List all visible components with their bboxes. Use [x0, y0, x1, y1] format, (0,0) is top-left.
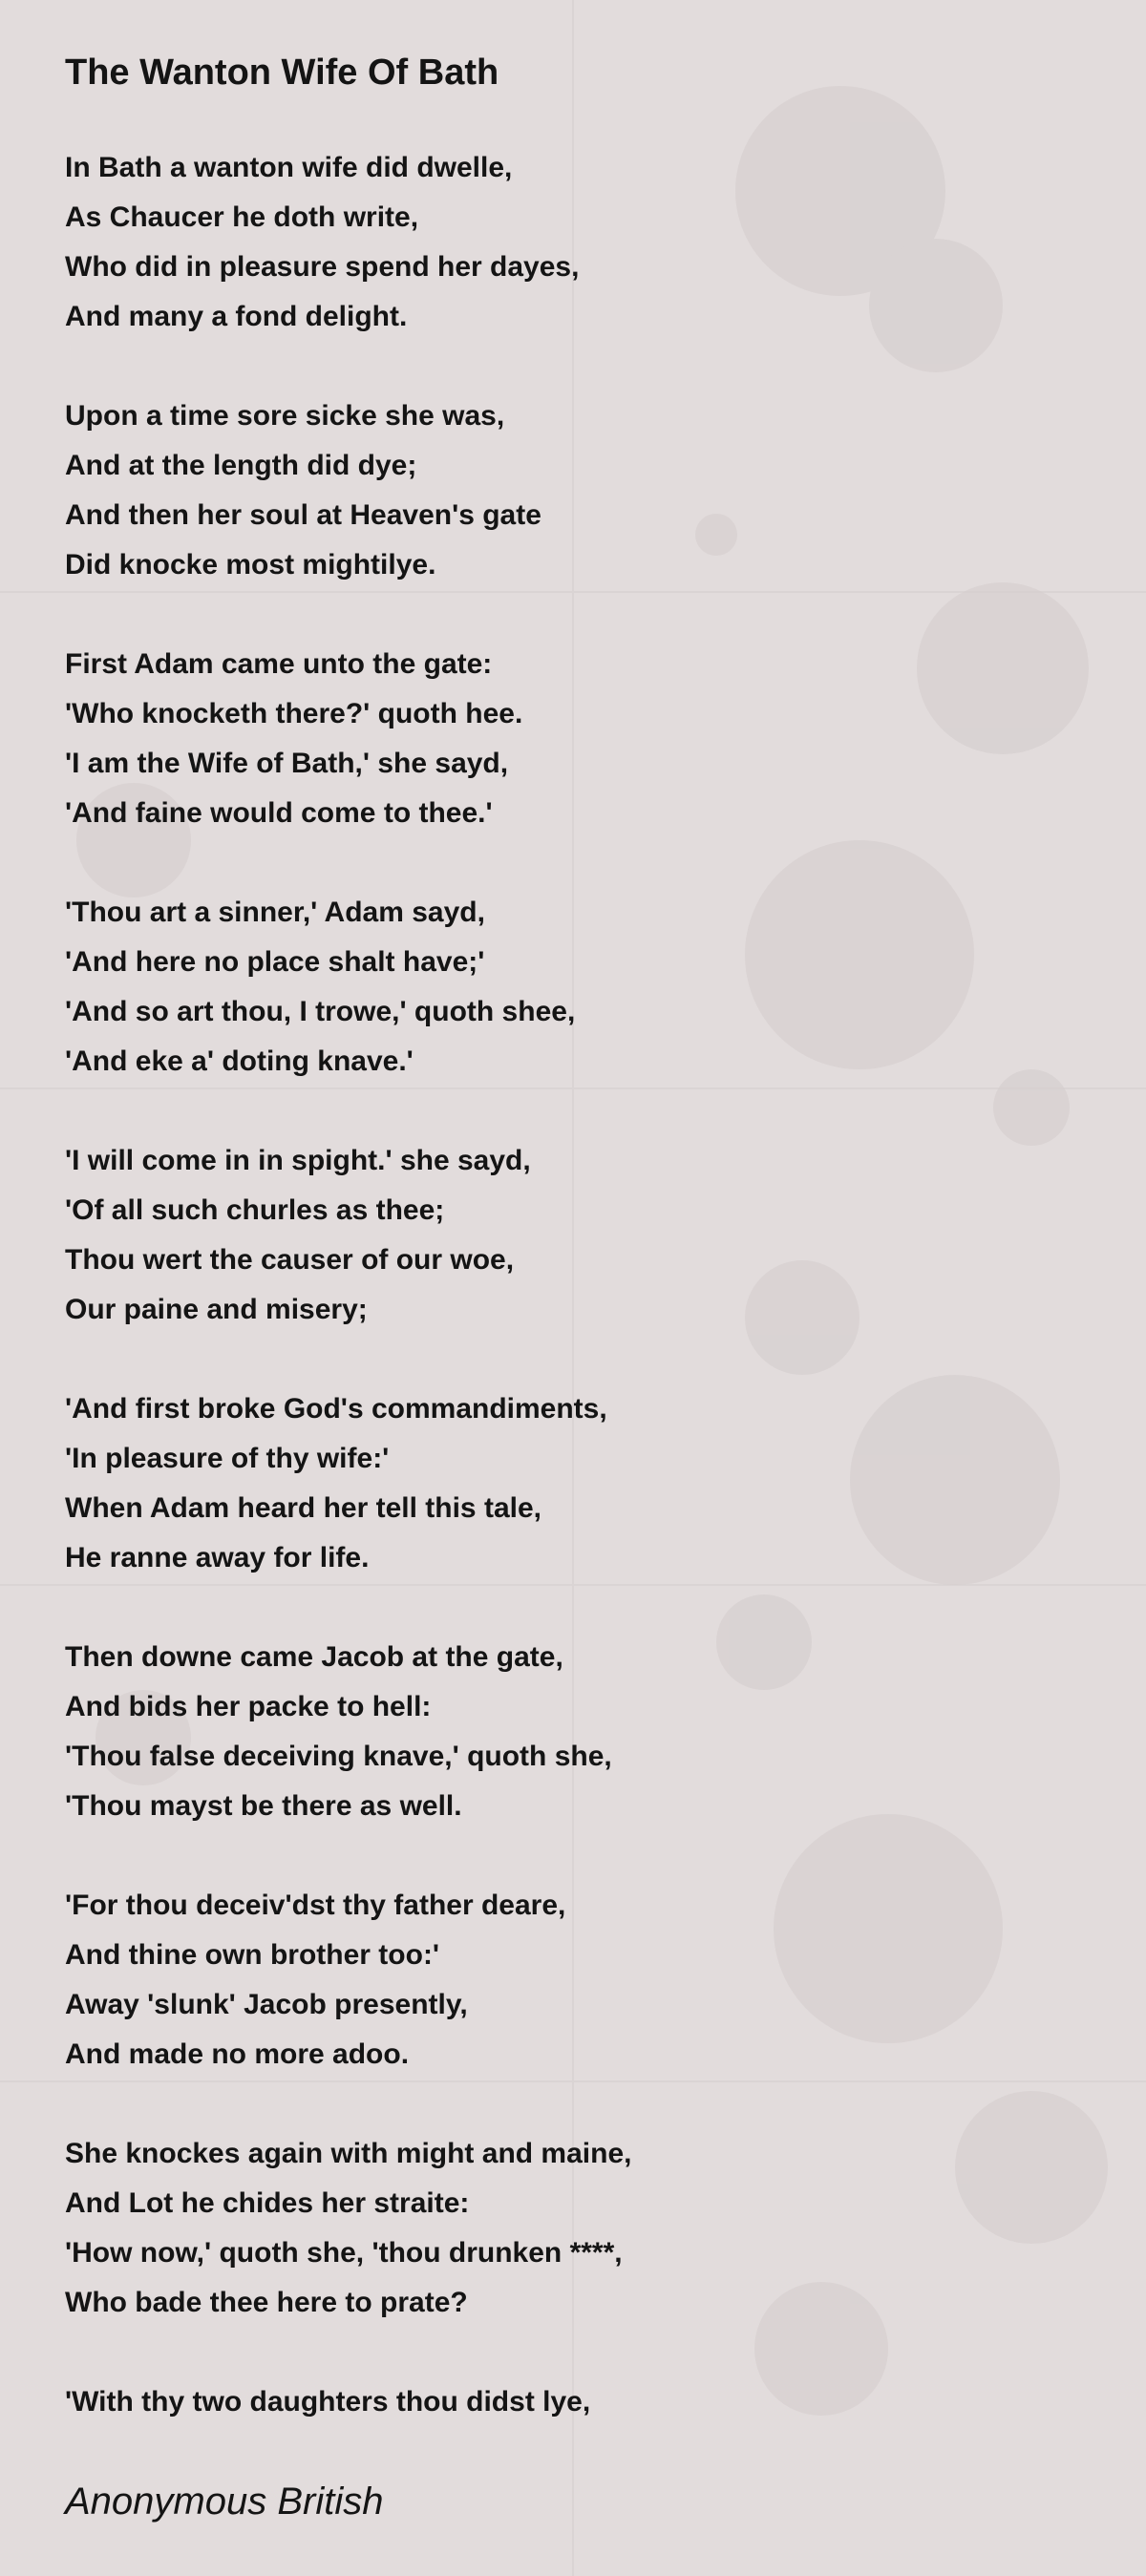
- poem-line: He ranne away for life.: [65, 1542, 370, 1573]
- stanza-1: [65, 143, 1096, 342]
- poem-line: 'Who knocketh there?' quoth hee.: [65, 698, 523, 729]
- poem-line: 'I will come in in spight.' she sayd,: [65, 1145, 531, 1176]
- poem-line: And then her soul at Heaven's gate: [65, 499, 541, 531]
- poem-line: 'And so art thou, I trowe,' quoth shee,: [65, 996, 576, 1027]
- poem-line: And thine own brother too:': [65, 1939, 440, 1971]
- poem-line: 'I am the Wife of Bath,' she sayd,: [65, 748, 509, 779]
- poem-line: She knockes again with might and maine,: [65, 2138, 632, 2169]
- poem-body: [65, 143, 1096, 2477]
- poem-line: 'How now,' quoth she, 'thou drunken ****,: [65, 2237, 623, 2269]
- poem-line: As Chaucer he doth write,: [65, 201, 419, 233]
- poem-line: First Adam came unto the gate:: [65, 648, 493, 680]
- poem-line: Then downe came Jacob at the gate,: [65, 1641, 563, 1673]
- stanza-6: [65, 1384, 1096, 1583]
- poem-line: And at the length did dye;: [65, 450, 417, 481]
- poem-line: 'In pleasure of thy wife:': [65, 1443, 390, 1474]
- stanza-2: [65, 391, 1096, 590]
- poem-line: Away 'slunk' Jacob presently,: [65, 1989, 468, 2020]
- poem-line: Our paine and misery;: [65, 1294, 368, 1325]
- stanza-10: [65, 2377, 1096, 2427]
- poem-line: And Lot he chides her straite:: [65, 2187, 470, 2219]
- stanza-7: [65, 1633, 1096, 1831]
- poem-line: 'And eke a' doting knave.': [65, 1045, 414, 1077]
- stanza-8: [65, 1881, 1096, 2080]
- poem-line: 'Thou false deceiving knave,' quoth she,: [65, 1741, 612, 1772]
- poem-line: Did knocke most mightilye.: [65, 549, 436, 581]
- poem-line: 'And here no place shalt have;': [65, 946, 485, 978]
- poem-line: When Adam heard her tell this tale,: [65, 1492, 541, 1524]
- poem-line: Thou wert the causer of our woe,: [65, 1244, 515, 1276]
- poem-line: And bids her packe to hell:: [65, 1691, 432, 1722]
- stanza-4: [65, 888, 1096, 1087]
- poem-line: 'Of all such churles as thee;: [65, 1194, 445, 1226]
- poem-line: Who bade thee here to prate?: [65, 2287, 468, 2318]
- poem-line: Who did in pleasure spend her dayes,: [65, 251, 580, 283]
- stanza-5: [65, 1136, 1096, 1335]
- poem-line: 'For thou deceiv'dst thy father deare,: [65, 1890, 566, 1921]
- poem-author: Anonymous British: [65, 2481, 384, 2523]
- stanza-9: [65, 2129, 1096, 2328]
- poem-line: In Bath a wanton wife did dwelle,: [65, 152, 513, 183]
- stanza-3: [65, 640, 1096, 838]
- poem-line: 'And faine would come to thee.': [65, 797, 493, 829]
- poem-line: 'Thou mayst be there as well.: [65, 1790, 462, 1822]
- poem-line: 'Thou art a sinner,' Adam sayd,: [65, 897, 485, 928]
- poem-line: 'With thy two daughters thou didst lye,: [65, 2386, 591, 2418]
- poem-line: And many a fond delight.: [65, 301, 408, 332]
- poem-line: Upon a time sore sicke she was,: [65, 400, 505, 432]
- poem-line: And made no more adoo.: [65, 2038, 410, 2070]
- poem-line: 'And first broke God's commandiments,: [65, 1393, 607, 1425]
- poem-title: The Wanton Wife Of Bath: [65, 53, 499, 93]
